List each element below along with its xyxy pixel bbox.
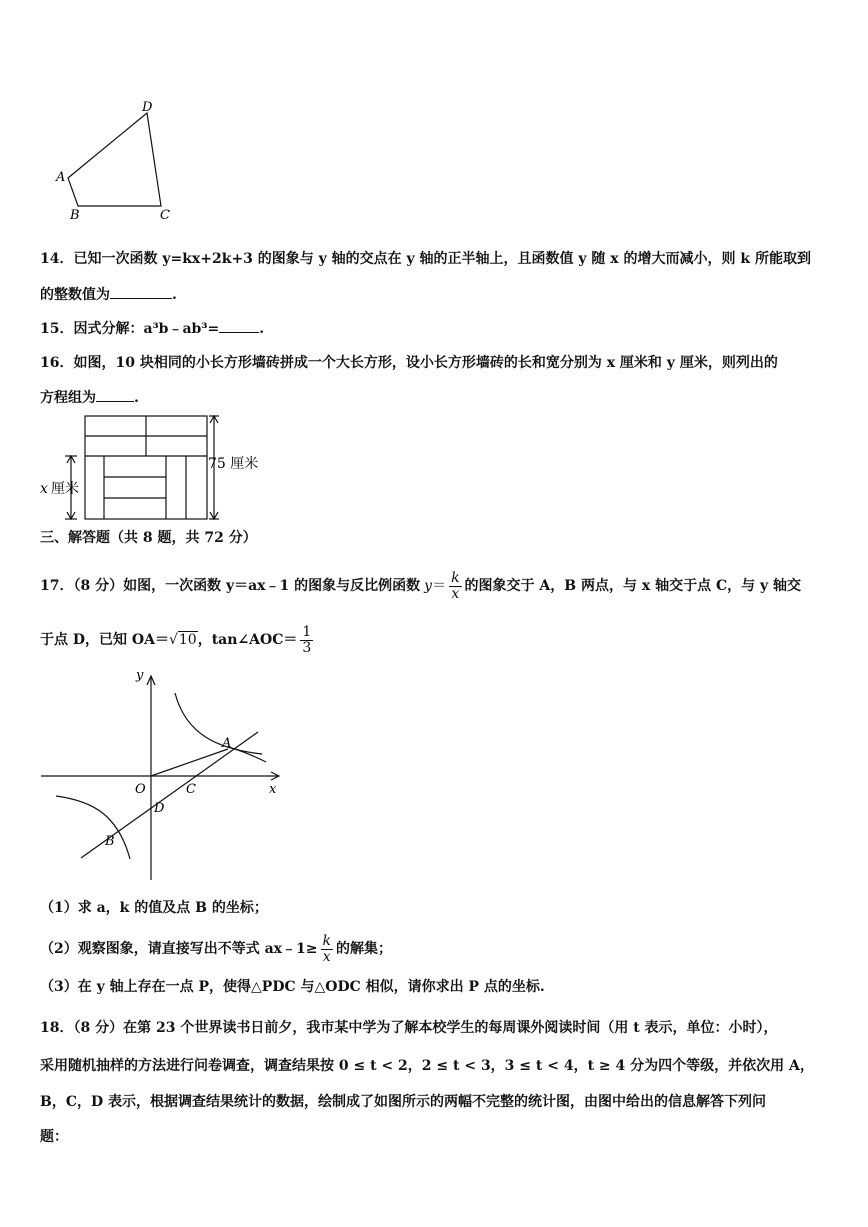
q17-sub2-text2: 的解集； [336,941,392,957]
quadrilateral-outline [68,113,161,206]
label-b: B [105,834,115,849]
segment-oa [151,749,228,776]
q16-answer-blank[interactable] [96,387,134,402]
vertex-label-c: C [160,208,170,223]
q17-text2: 的图象交于 A，B 两点，与 x 轴交于点 C，与 y 轴交 [464,578,801,594]
q17-text3: 于点 D，已知 OA＝ [40,632,169,648]
q18-line4 [40,1127,830,1147]
q17-sub2-frac-den: x [322,948,331,965]
q15-answer-blank[interactable] [219,318,259,333]
q17-sub1 [40,898,830,918]
q16-line1 [40,353,830,373]
q18-text4: 题： [40,1129,68,1145]
q17-frac-num: k [451,569,460,586]
vertex-label-d: D [142,100,153,115]
q18-text3: B，C，D 表示，根据调查结果统计的数据，绘制成了如图所示的两幅不完整的统计图，由图中给出的信息解答下列问 [40,1094,766,1110]
label-c: C [186,782,196,797]
q16-period: . [134,390,139,406]
q17-fraction-k-over-x [449,571,461,602]
coordinate-graph [38,665,288,885]
q17-sub2-frac-num: k [322,932,331,949]
q14-line1 [40,249,830,269]
q18-text1: 18．（8 分）在第 23 个世界读书日前夕，我市某中学为了解本校学生的每周课外阅读时间（用 t 表示，单位：小时）， [40,1020,778,1036]
q17-sub2-fraction [321,934,333,965]
q14-text2: 的整数值为 [40,287,110,303]
q17-tan-fraction [300,625,313,656]
q17-text1: 17．（8 分）如图，一次函数 y＝ax﹣1 的图象与反比例函数 [40,578,421,594]
x-var-label: x [40,481,48,497]
q17-sub3-text: （3）在 y 轴上存在一点 P，使得△PDC 与△ODC 相似，请你求出 P 点的坐标. [40,979,545,995]
x-unit-label: 厘米 [51,481,79,497]
q17-frac-den: x [451,585,460,602]
q17-text4: ，tan∠AOC＝ [197,632,298,648]
label-d: D [154,801,165,816]
q18-line2 [40,1056,830,1076]
label-y: y [136,668,144,683]
q18-text2: 采用随机抽样的方法进行问卷调查，调查结果按 0 ≤ t < 2，2 ≤ t < 3，3 ≤ t < 4，t ≥ 4 分为四个等级，并依次用 A， [40,1058,814,1074]
q17-tan-den: 3 [302,639,312,656]
q14-line2 [40,284,830,305]
quadrilateral-figure [50,95,190,225]
q17-tan-num: 1 [302,623,312,640]
label-a: A [222,736,232,751]
height-label: 75 厘米 [208,456,259,472]
q17-func-y: y [424,578,433,594]
q17-sub1-text: （1）求 a，k 的值及点 B 的坐标； [40,900,268,916]
vertex-label-b: B [70,208,80,223]
q17-sub2-text1: （2）观察图象，请直接写出不等式 ax﹣1≥ [40,941,318,957]
section-3-heading [40,528,830,548]
q17-sqrt: √10 [168,632,197,648]
vertex-label-a: A [56,170,66,185]
brick-figure [38,410,268,525]
label-o: O [135,782,146,797]
q17-line1 [40,566,830,606]
q15-text: 15．因式分解：a³b﹣ab³= [40,321,220,337]
q17-func-eq: ＝ [432,578,447,594]
q15-period: . [259,321,265,337]
hyperbola-branch-1 [175,693,262,754]
q17-sub3 [40,977,830,997]
q17-sub2 [40,928,830,970]
q14-answer-blank[interactable] [110,284,172,299]
q18-line3 [40,1092,830,1112]
q16-text1: 16．如图，10 块相同的小长方形墙砖拼成一个大长方形，设小长方形墙砖的长和宽分别为 x 厘米和 y 厘米，则列出的 [40,355,778,371]
q15-line [40,318,830,339]
section-3-text: 三、解答题（共 8 题，共 72 分） [40,530,257,546]
q14-text1: 14．已知一次函数 y=kx+2k+3 的图象与 y 轴的交点在 y 轴的正半轴上，且函数值 y 随 x 的增大而减小，则 k 所能取到 [40,251,811,267]
q17-line2 [40,619,830,661]
q16-text2: 方程组为 [40,390,96,406]
q14-period: . [172,287,177,303]
label-x: x [269,782,277,797]
q18-line1 [40,1018,830,1038]
q16-line2 [40,387,830,408]
q17-sqrt-arg: 10 [178,632,197,648]
